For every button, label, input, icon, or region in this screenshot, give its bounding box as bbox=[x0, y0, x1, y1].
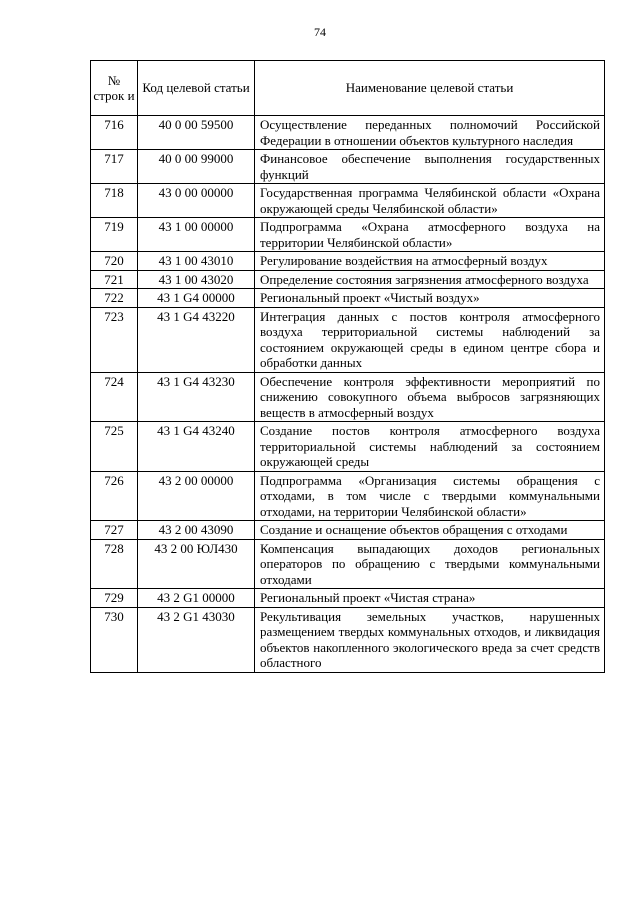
table-row bbox=[91, 422, 605, 472]
target-articles-table bbox=[90, 60, 605, 673]
table-row bbox=[91, 539, 605, 589]
table-row bbox=[91, 150, 605, 184]
table-row bbox=[91, 521, 605, 540]
table-header-row bbox=[91, 61, 605, 116]
article-code-cell: 43 2 G1 00000 bbox=[138, 589, 255, 608]
article-code-cell: 43 0 00 00000 bbox=[138, 184, 255, 218]
row-number-cell: 725 bbox=[91, 422, 138, 472]
article-code-cell: 43 1 00 43010 bbox=[138, 252, 255, 271]
article-code-cell: 43 1 00 43020 bbox=[138, 270, 255, 289]
article-code-cell: 43 2 00 ЮЛ430 bbox=[138, 539, 255, 589]
table-row bbox=[91, 116, 605, 150]
article-name-cell: Региональный проект «Чистый воздух» bbox=[255, 289, 605, 308]
row-number-cell: 718 bbox=[91, 184, 138, 218]
header-article-name: Наименование целевой статьи bbox=[255, 61, 605, 116]
row-number-cell: 723 bbox=[91, 307, 138, 372]
table-body bbox=[91, 116, 605, 673]
row-number-cell: 724 bbox=[91, 372, 138, 422]
article-code-cell: 43 1 G4 43240 bbox=[138, 422, 255, 472]
article-name-cell: Государственная программа Челябинской области «Охрана окружающей среды Челябинской области» bbox=[255, 184, 605, 218]
row-number-cell: 716 bbox=[91, 116, 138, 150]
article-name-cell: Регулирование воздействия на атмосферный воздух bbox=[255, 252, 605, 271]
row-number-cell: 720 bbox=[91, 252, 138, 271]
table-row bbox=[91, 307, 605, 372]
article-code-cell: 40 0 00 99000 bbox=[138, 150, 255, 184]
article-name-cell: Осуществление переданных полномочий Российской Федерации в отношении объектов культурного наследия bbox=[255, 116, 605, 150]
article-name-cell: Создание постов контроля атмосферного воздуха территориальной системы наблюдений за состоянием окружающей среды bbox=[255, 422, 605, 472]
article-code-cell: 43 2 00 00000 bbox=[138, 471, 255, 521]
article-name-cell: Определение состояния загрязнения атмосферного воздуха bbox=[255, 270, 605, 289]
article-name-cell: Компенсация выпадающих доходов региональных операторов по обращению с твердыми коммунальными отходами bbox=[255, 539, 605, 589]
header-row-number: № строк и bbox=[91, 61, 138, 116]
row-number-cell: 722 bbox=[91, 289, 138, 308]
article-name-cell: Региональный проект «Чистая страна» bbox=[255, 589, 605, 608]
table-row bbox=[91, 184, 605, 218]
article-name-cell: Интеграция данных с постов контроля атмосферного воздуха территориальной системы наблюдений за состоянием окружающей среды в едином центре сбора и обработки данных bbox=[255, 307, 605, 372]
article-code-cell: 40 0 00 59500 bbox=[138, 116, 255, 150]
article-code-cell: 43 1 G4 43220 bbox=[138, 307, 255, 372]
article-name-cell: Рекультивация земельных участков, нарушенных размещением твердых коммунальных отходов, и ликвидация объектов накопленного экологического вреда за счет средств областного bbox=[255, 607, 605, 672]
article-name-cell: Финансовое обеспечение выполнения государственных функций bbox=[255, 150, 605, 184]
table-row bbox=[91, 471, 605, 521]
table-row bbox=[91, 289, 605, 308]
table-row bbox=[91, 372, 605, 422]
row-number-cell: 729 bbox=[91, 589, 138, 608]
table-row bbox=[91, 218, 605, 252]
header-article-code: Код целевой статьи bbox=[138, 61, 255, 116]
page-number: 74 bbox=[314, 25, 326, 39]
article-code-cell: 43 1 G4 43230 bbox=[138, 372, 255, 422]
table-row bbox=[91, 270, 605, 289]
table-row bbox=[91, 589, 605, 608]
row-number-cell: 730 bbox=[91, 607, 138, 672]
row-number-cell: 727 bbox=[91, 521, 138, 540]
article-name-cell: Подпрограмма «Организация системы обращения с отходами, в том числе с твердыми коммунальными отходами, на территории Челябинской области» bbox=[255, 471, 605, 521]
article-name-cell: Создание и оснащение объектов обращения с отходами bbox=[255, 521, 605, 540]
article-code-cell: 43 2 00 43090 bbox=[138, 521, 255, 540]
table-row bbox=[91, 607, 605, 672]
article-name-cell: Обеспечение контроля эффективности мероприятий по снижению совокупного объема выбросов загрязняющих веществ в атмосферный воздух bbox=[255, 372, 605, 422]
row-number-cell: 728 bbox=[91, 539, 138, 589]
row-number-cell: 726 bbox=[91, 471, 138, 521]
table-row bbox=[91, 252, 605, 271]
row-number-cell: 721 bbox=[91, 270, 138, 289]
row-number-cell: 717 bbox=[91, 150, 138, 184]
article-name-cell: Подпрограмма «Охрана атмосферного воздуха на территории Челябинской области» bbox=[255, 218, 605, 252]
article-code-cell: 43 1 00 00000 bbox=[138, 218, 255, 252]
article-code-cell: 43 1 G4 00000 bbox=[138, 289, 255, 308]
row-number-cell: 719 bbox=[91, 218, 138, 252]
article-code-cell: 43 2 G1 43030 bbox=[138, 607, 255, 672]
